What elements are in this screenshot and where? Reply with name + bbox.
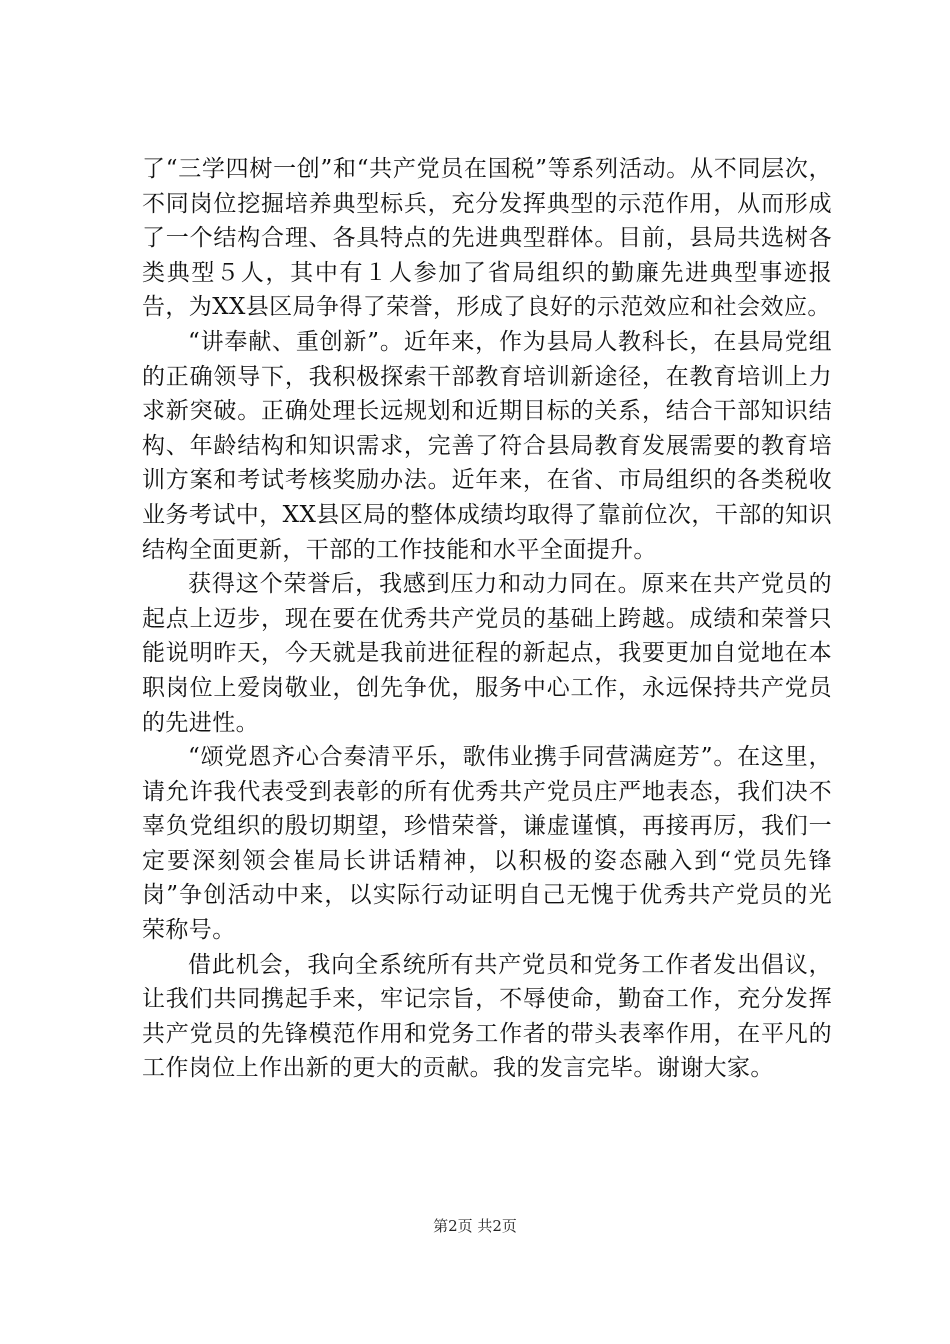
paragraph-innovation: “讲奉献、重创新”。近年来，作为县局人教科长，在县局党组的正确领导下，我积极探索干部教育培训新途径，在教育培训上力求新突破。正确处理长远规划和近期目标的关系，结合干部知识结构、年龄结构和知识需求，完善了符合县局教育发展需要的教育培训方案和考试考核奖励办法。近年来，在省、市局组织的各类税收业务考试中，XX县区局的整体成绩均取得了靠前位次，干部的知识结构全面更新，干部的工作技能和水平全面提升。 (142, 328, 832, 563)
page-footer: 第2页 共2页 (433, 1217, 517, 1235)
paragraph-pledge: “颂党恩齐心合奏清平乐，歌伟业携手同营满庭芳”。在这里，请允许我代表受到表彰的所有优秀共产党员庄严地表态，我们决不辜负党组织的殷切期望，珍惜荣誉，谦虚谨慎，再接再厉，我们一定要深刻领会崔局长讲话精神，以积极的姿态融入到“党员先锋岗”争创活动中来，以实际行动证明自己无愧于优秀共产党员的光荣称号。 (142, 744, 832, 944)
paragraph-honor: 获得这个荣誉后，我感到压力和动力同在。原来在共产党员的起点上迈步，现在要在优秀共产党员的基础上跨越。成绩和荣誉只能说明昨天，今天就是我前进征程的新起点，我要更加自觉地在本职岗位上爱岗敬业，创先争优，服务中心工作，永远保持共产党员的先进性。 (142, 571, 832, 736)
paragraph-continuation: 了“三学四树一创”和“共产党员在国税”等系列活动。从不同层次，不同岗位挖掘培养典型标兵，充分发挥典型的示范作用，从而形成了一个结构合理、各具特点的先进典型群体。目前，县局共选树各类典型５人，其中有１人参加了省局组织的勤廉先进典型事迹报告，为XX县区局争得了荣誉，形成了良好的示范效应和社会效应。 (142, 156, 832, 321)
paragraph-closing: 借此机会，我向全系统所有共产党员和党务工作者发出倡议，让我们共同携起手来，牢记宗旨，不辱使命，勤奋工作，充分发挥共产党员的先锋模范作用和党务工作者的带头表率作用，在平凡的工作岗位上作出新的更大的贡献。我的发言完毕。谢谢大家。 (142, 951, 832, 1082)
document-body (142, 152, 832, 1086)
